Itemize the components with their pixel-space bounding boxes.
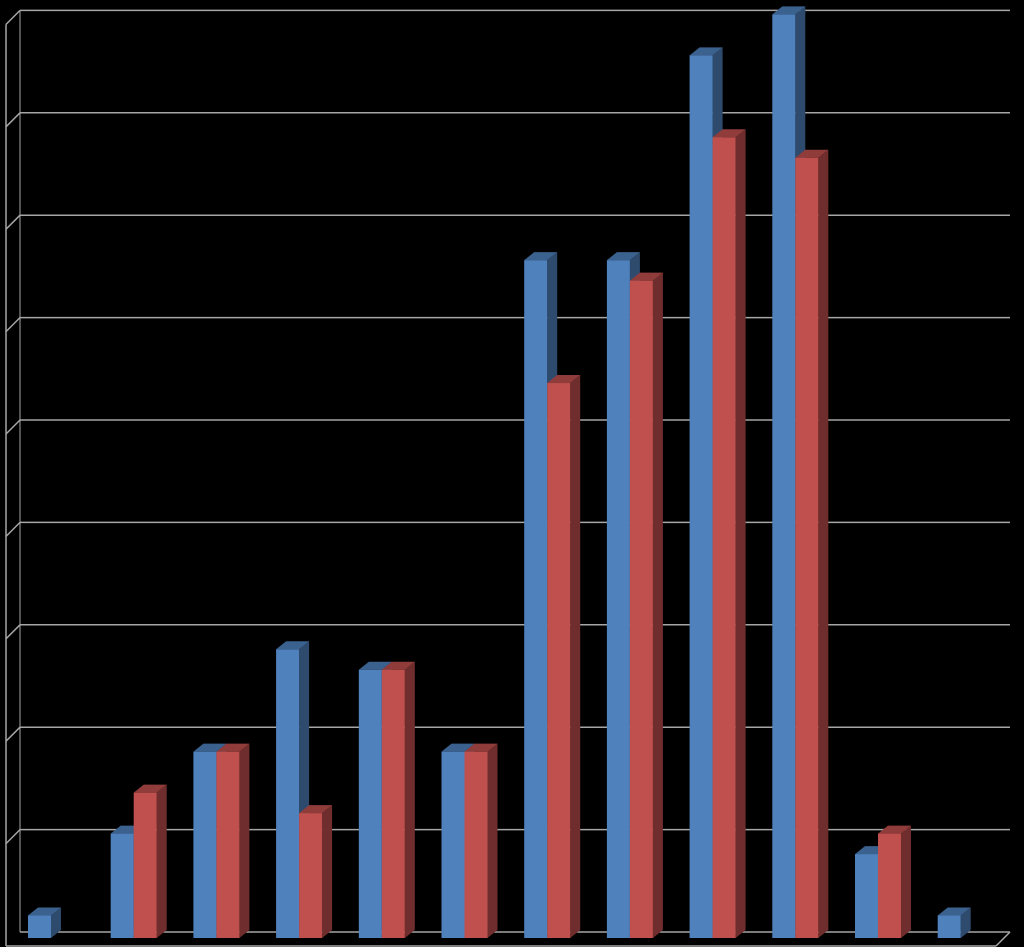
gridline-diag — [6, 830, 20, 844]
bar-series1-cat12 — [938, 908, 971, 938]
floor-right-edge — [996, 932, 1010, 946]
bar-front — [690, 55, 713, 938]
bar-side — [901, 826, 911, 938]
bar-front — [299, 813, 322, 938]
gridline-diag — [6, 113, 20, 127]
bar-series2-cat6 — [465, 744, 498, 938]
bar-side — [653, 273, 663, 938]
bars — [28, 6, 971, 938]
bar-front — [216, 752, 239, 938]
gridline-diag — [6, 625, 20, 639]
bar-front — [938, 916, 961, 938]
gridline-diag — [6, 522, 20, 536]
bar-front — [134, 793, 157, 938]
bar-series2-cat4 — [299, 805, 332, 938]
bar-series2-cat7 — [547, 375, 580, 938]
bar-front — [795, 158, 818, 938]
gridline-diag — [6, 10, 20, 24]
bar-front — [855, 854, 878, 938]
bar-side — [322, 805, 332, 938]
bar-side — [818, 150, 828, 938]
bar-series2-cat5 — [382, 662, 415, 938]
bar-series2-cat2 — [134, 785, 167, 938]
bar-series2-cat9 — [713, 129, 746, 938]
bar-front — [382, 670, 405, 938]
bar-front — [772, 14, 795, 938]
gridline-diag — [6, 318, 20, 332]
bar-side — [239, 744, 249, 938]
gridline-diag — [6, 420, 20, 434]
bar-front — [607, 260, 630, 938]
bar-front — [28, 916, 51, 938]
bar-series2-cat11 — [878, 826, 911, 938]
bar-series2-cat3 — [216, 744, 249, 938]
bar-side — [570, 375, 580, 938]
bar-front — [276, 649, 299, 938]
bar-front — [442, 752, 465, 938]
bar-front — [111, 834, 134, 938]
bar-series1-cat1 — [28, 908, 61, 938]
bar-side — [405, 662, 415, 938]
bar-front — [465, 752, 488, 938]
bar-side — [736, 129, 746, 938]
bar-side — [488, 744, 498, 938]
bar-series2-cat10 — [795, 150, 828, 938]
bar-series2-cat8 — [630, 273, 663, 938]
bar-front — [713, 137, 736, 938]
gridline-diag — [6, 215, 20, 229]
bar-front — [524, 260, 547, 938]
bar-front — [547, 383, 570, 938]
bar-front — [359, 670, 382, 938]
bar-front — [193, 752, 216, 938]
gridline-diag — [6, 727, 20, 741]
bar-side — [157, 785, 167, 938]
bar-front — [878, 834, 901, 938]
bar-front — [630, 281, 653, 938]
